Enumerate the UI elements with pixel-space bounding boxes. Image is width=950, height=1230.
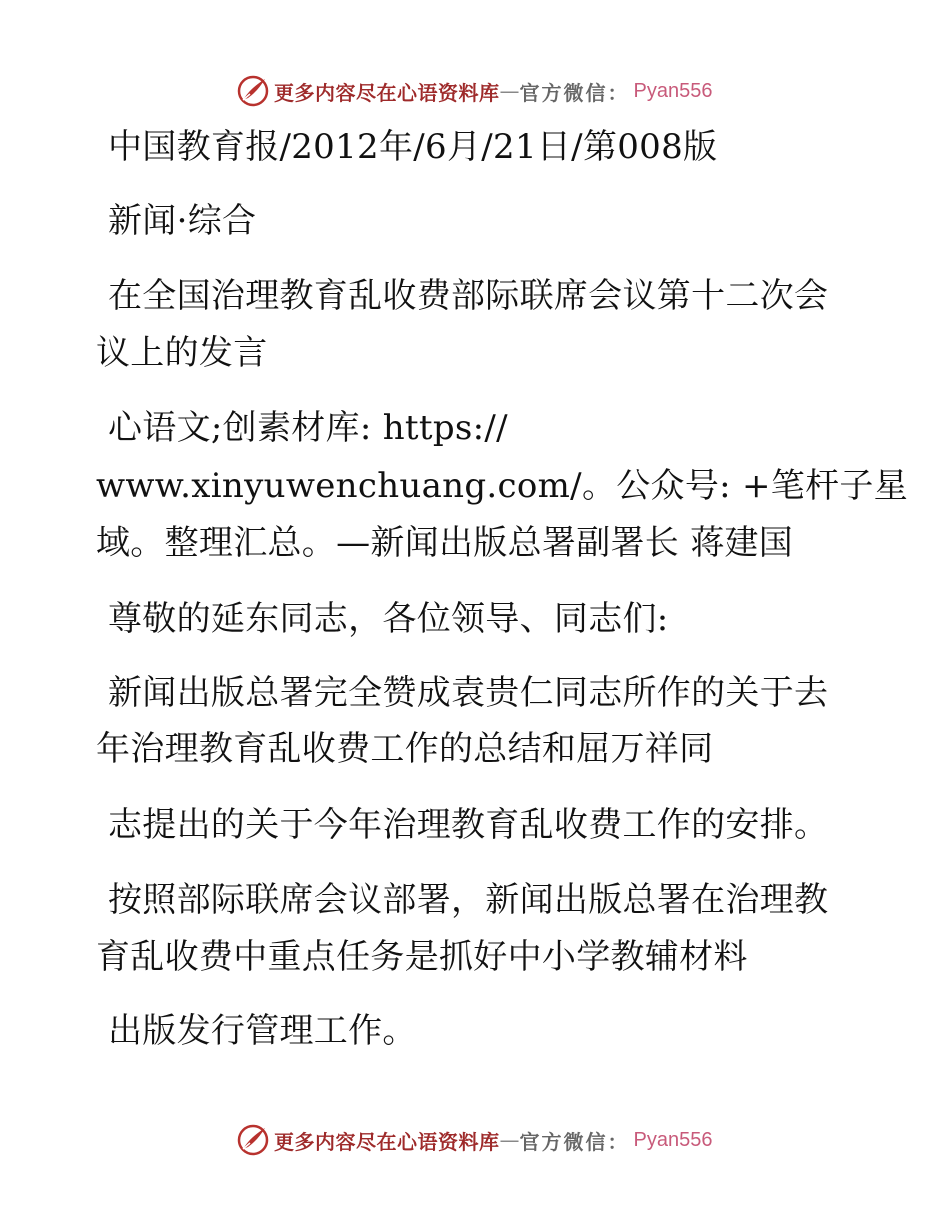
- source-line-1: 心语文;创素材库: https://: [108, 408, 508, 448]
- paragraph-2-line-1: 按照部际联席会议部署，新闻出版总署在治理教: [108, 880, 829, 920]
- paragraph-2-line-3: 出版发行管理工作。: [108, 1011, 417, 1051]
- banner-main-text: 更多内容尽在心语资料库: [274, 80, 500, 105]
- banner-wechat-label: 官方微信：: [519, 80, 630, 105]
- banner-wechat-id: Pyan556: [633, 79, 713, 102]
- paragraph-1-line-1: 新闻出版总署完全赞成袁贵仁同志所作的关于去: [108, 673, 829, 713]
- banner-wechat-label: 官方微信：: [519, 1129, 630, 1154]
- paragraph-2-line-2: 育乱收费中重点任务是抓好中小学教辅材料: [96, 937, 748, 977]
- source-line-2: www.xinyuwenchuang.com/。公众号: +笔杆子星: [96, 466, 908, 506]
- publication-info: 中国教育报/2012年/6月/21日/第008版: [108, 127, 718, 167]
- paragraph-1-line-2: 年治理教育乱收费工作的总结和屈万祥同: [96, 729, 714, 769]
- quill-logo-icon: [236, 1123, 270, 1157]
- article-title-line-1: 在全国治理教育乱收费部际联席会议第十二次会: [108, 276, 829, 316]
- source-line-3: 域。整理汇总。—新闻出版总署副署长 蒋建国: [96, 523, 794, 563]
- banner-main-text: 更多内容尽在心语资料库: [274, 1129, 500, 1154]
- header-banner: [236, 73, 712, 109]
- section-label: 新闻·综合: [108, 201, 257, 241]
- article-title-line-2: 议上的发言: [96, 333, 268, 373]
- banner-dash: —: [499, 1128, 520, 1152]
- paragraph-1-line-3: 志提出的关于今年治理教育乱收费工作的安排。: [108, 805, 829, 845]
- banner-dash: —: [499, 79, 520, 103]
- salutation: 尊敬的延东同志，各位领导、同志们:: [108, 599, 669, 639]
- banner-wechat-id: Pyan556: [633, 1128, 713, 1151]
- footer-banner: [236, 1122, 712, 1158]
- quill-logo-icon: [236, 74, 270, 108]
